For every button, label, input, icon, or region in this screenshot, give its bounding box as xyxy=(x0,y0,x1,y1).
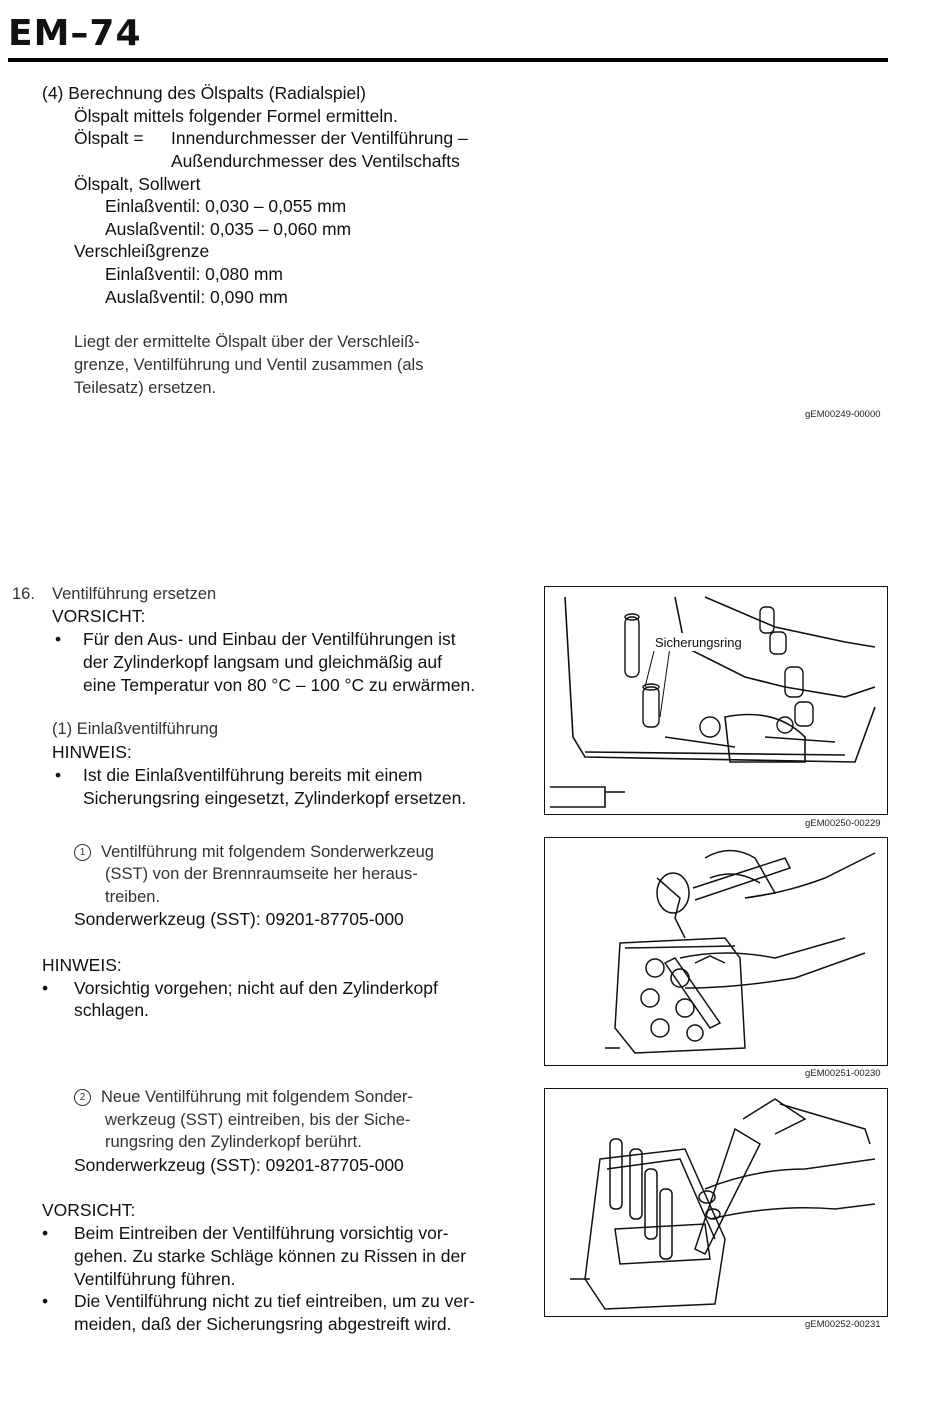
subsection-1-title: (1) Einlaßventilführung xyxy=(52,720,218,738)
hint-2-label: HINWEIS: xyxy=(42,955,122,975)
sst-1: Sonderwerkzeug (SST): 09201-87705-000 xyxy=(74,909,404,929)
figure-2-drawing xyxy=(545,838,887,1065)
figure-2-drive-out-guide xyxy=(544,837,888,1066)
section-4-intro: Ölspalt mittels folgender Formel ermitteln. xyxy=(74,106,398,126)
figure-ref-1: gEM00250-00229 xyxy=(805,818,881,829)
formula-line-1: Innendurchmesser der Ventilführung – xyxy=(171,128,468,148)
spec-outlet: Auslaßventil: 0,035 – 0,060 mm xyxy=(105,219,352,239)
caution-2-b1-line-1: Beim Eintreiben der Ventilführung vorsichtig vor- xyxy=(74,1223,449,1243)
sst-2: Sonderwerkzeug (SST): 09201-87705-000 xyxy=(74,1155,404,1175)
step-1-number: 1 xyxy=(74,844,91,861)
note-line-2: grenze, Ventilführung und Ventil zusammen (als xyxy=(74,356,424,374)
note-line-3: Teilesatz) ersetzen. xyxy=(74,379,217,397)
formula-lhs: Ölspalt = xyxy=(74,128,144,148)
hint-bullet-line-2: Sicherungsring eingesetzt, Zylinderkopf ersetzen. xyxy=(83,788,467,808)
section-16-title: Ventilführung ersetzen xyxy=(52,585,217,603)
step-2-line-2: werkzeug (SST) eintreiben, bis der Siche- xyxy=(105,1111,411,1129)
hint-label: HINWEIS: xyxy=(52,742,132,762)
spec-inlet: Einlaßventil: 0,030 – 0,055 mm xyxy=(105,196,347,216)
wear-inlet: Einlaßventil: 0,080 mm xyxy=(105,264,283,284)
step-1-line-3: treiben. xyxy=(105,888,161,906)
figure-1-drawing xyxy=(545,587,887,814)
figure-ref-2: gEM00251-00230 xyxy=(805,1068,881,1079)
caution-2-b2-line-2: meiden, daß der Sicherungsring abgestreift wird. xyxy=(74,1314,452,1334)
note-line-1: Liegt der ermittelte Ölspalt über der Verschleiß- xyxy=(74,333,420,351)
figure-ref-0: gEM00249-00000 xyxy=(805,409,881,420)
caution-2-label: VORSICHT: xyxy=(42,1200,136,1220)
step-1-line-2: (SST) von der Brennraumseite her heraus- xyxy=(105,865,418,883)
section-4-heading: (4) Berechnung des Ölspalts (Radialspiel) xyxy=(42,83,366,103)
caution-label: VORSICHT: xyxy=(52,606,146,626)
section-16-number: 16. xyxy=(12,585,35,603)
caution-bullet-line-1: Für den Aus- und Einbau der Ventilführungen ist xyxy=(83,629,456,649)
wear-title: Verschleißgrenze xyxy=(74,241,210,261)
step-2-number: 2 xyxy=(74,1089,91,1106)
figure-1-valve-guide-circlip xyxy=(544,586,888,815)
page-code: EM–74 xyxy=(8,13,142,54)
caution-2-b1-line-3: Ventilführung führen. xyxy=(74,1269,236,1289)
figure-3-drawing xyxy=(545,1089,887,1316)
wear-outlet: Auslaßventil: 0,090 mm xyxy=(105,287,288,307)
bullet: • xyxy=(42,1223,49,1243)
hint-bullet-line-1: Ist die Einlaßventilführung bereits mit einem xyxy=(83,765,423,785)
bullet: • xyxy=(42,1291,49,1311)
hint-2-line-1: Vorsichtig vorgehen; nicht auf den Zylinderkopf xyxy=(74,978,438,998)
hint-2-line-2: schlagen. xyxy=(74,1000,149,1020)
step-1-text-1: Ventilführung mit folgendem Sonderwerkzeug xyxy=(101,843,434,861)
header-rule xyxy=(8,58,888,62)
caution-bullet-line-2: der Zylinderkopf langsam und gleichmäßig auf xyxy=(83,652,442,672)
step-1-line-1 xyxy=(74,841,434,863)
caution-2-b1-line-2: gehen. Zu starke Schläge können zu Rissen in der xyxy=(74,1246,467,1266)
formula-line-2: Außendurchmesser des Ventilschafts xyxy=(171,151,460,171)
figure-1-label: Sicherungsring xyxy=(655,635,742,650)
bullet: • xyxy=(42,978,49,998)
spec-title: Ölspalt, Sollwert xyxy=(74,174,201,194)
figure-3-drive-in-guide xyxy=(544,1088,888,1317)
bullet: • xyxy=(55,765,62,785)
caution-2-b2-line-1: Die Ventilführung nicht zu tief eintreiben, um zu ver- xyxy=(74,1291,475,1311)
step-2-line-3: rungsring den Zylinderkopf berührt. xyxy=(105,1133,362,1151)
caution-bullet-line-3: eine Temperatur von 80 °C – 100 °C zu erwärmen. xyxy=(83,675,476,695)
step-2-line-1 xyxy=(74,1086,413,1108)
bullet: • xyxy=(55,629,62,649)
figure-ref-3: gEM00252-00231 xyxy=(805,1319,881,1330)
step-2-text-1: Neue Ventilführung mit folgendem Sonder- xyxy=(101,1088,413,1106)
